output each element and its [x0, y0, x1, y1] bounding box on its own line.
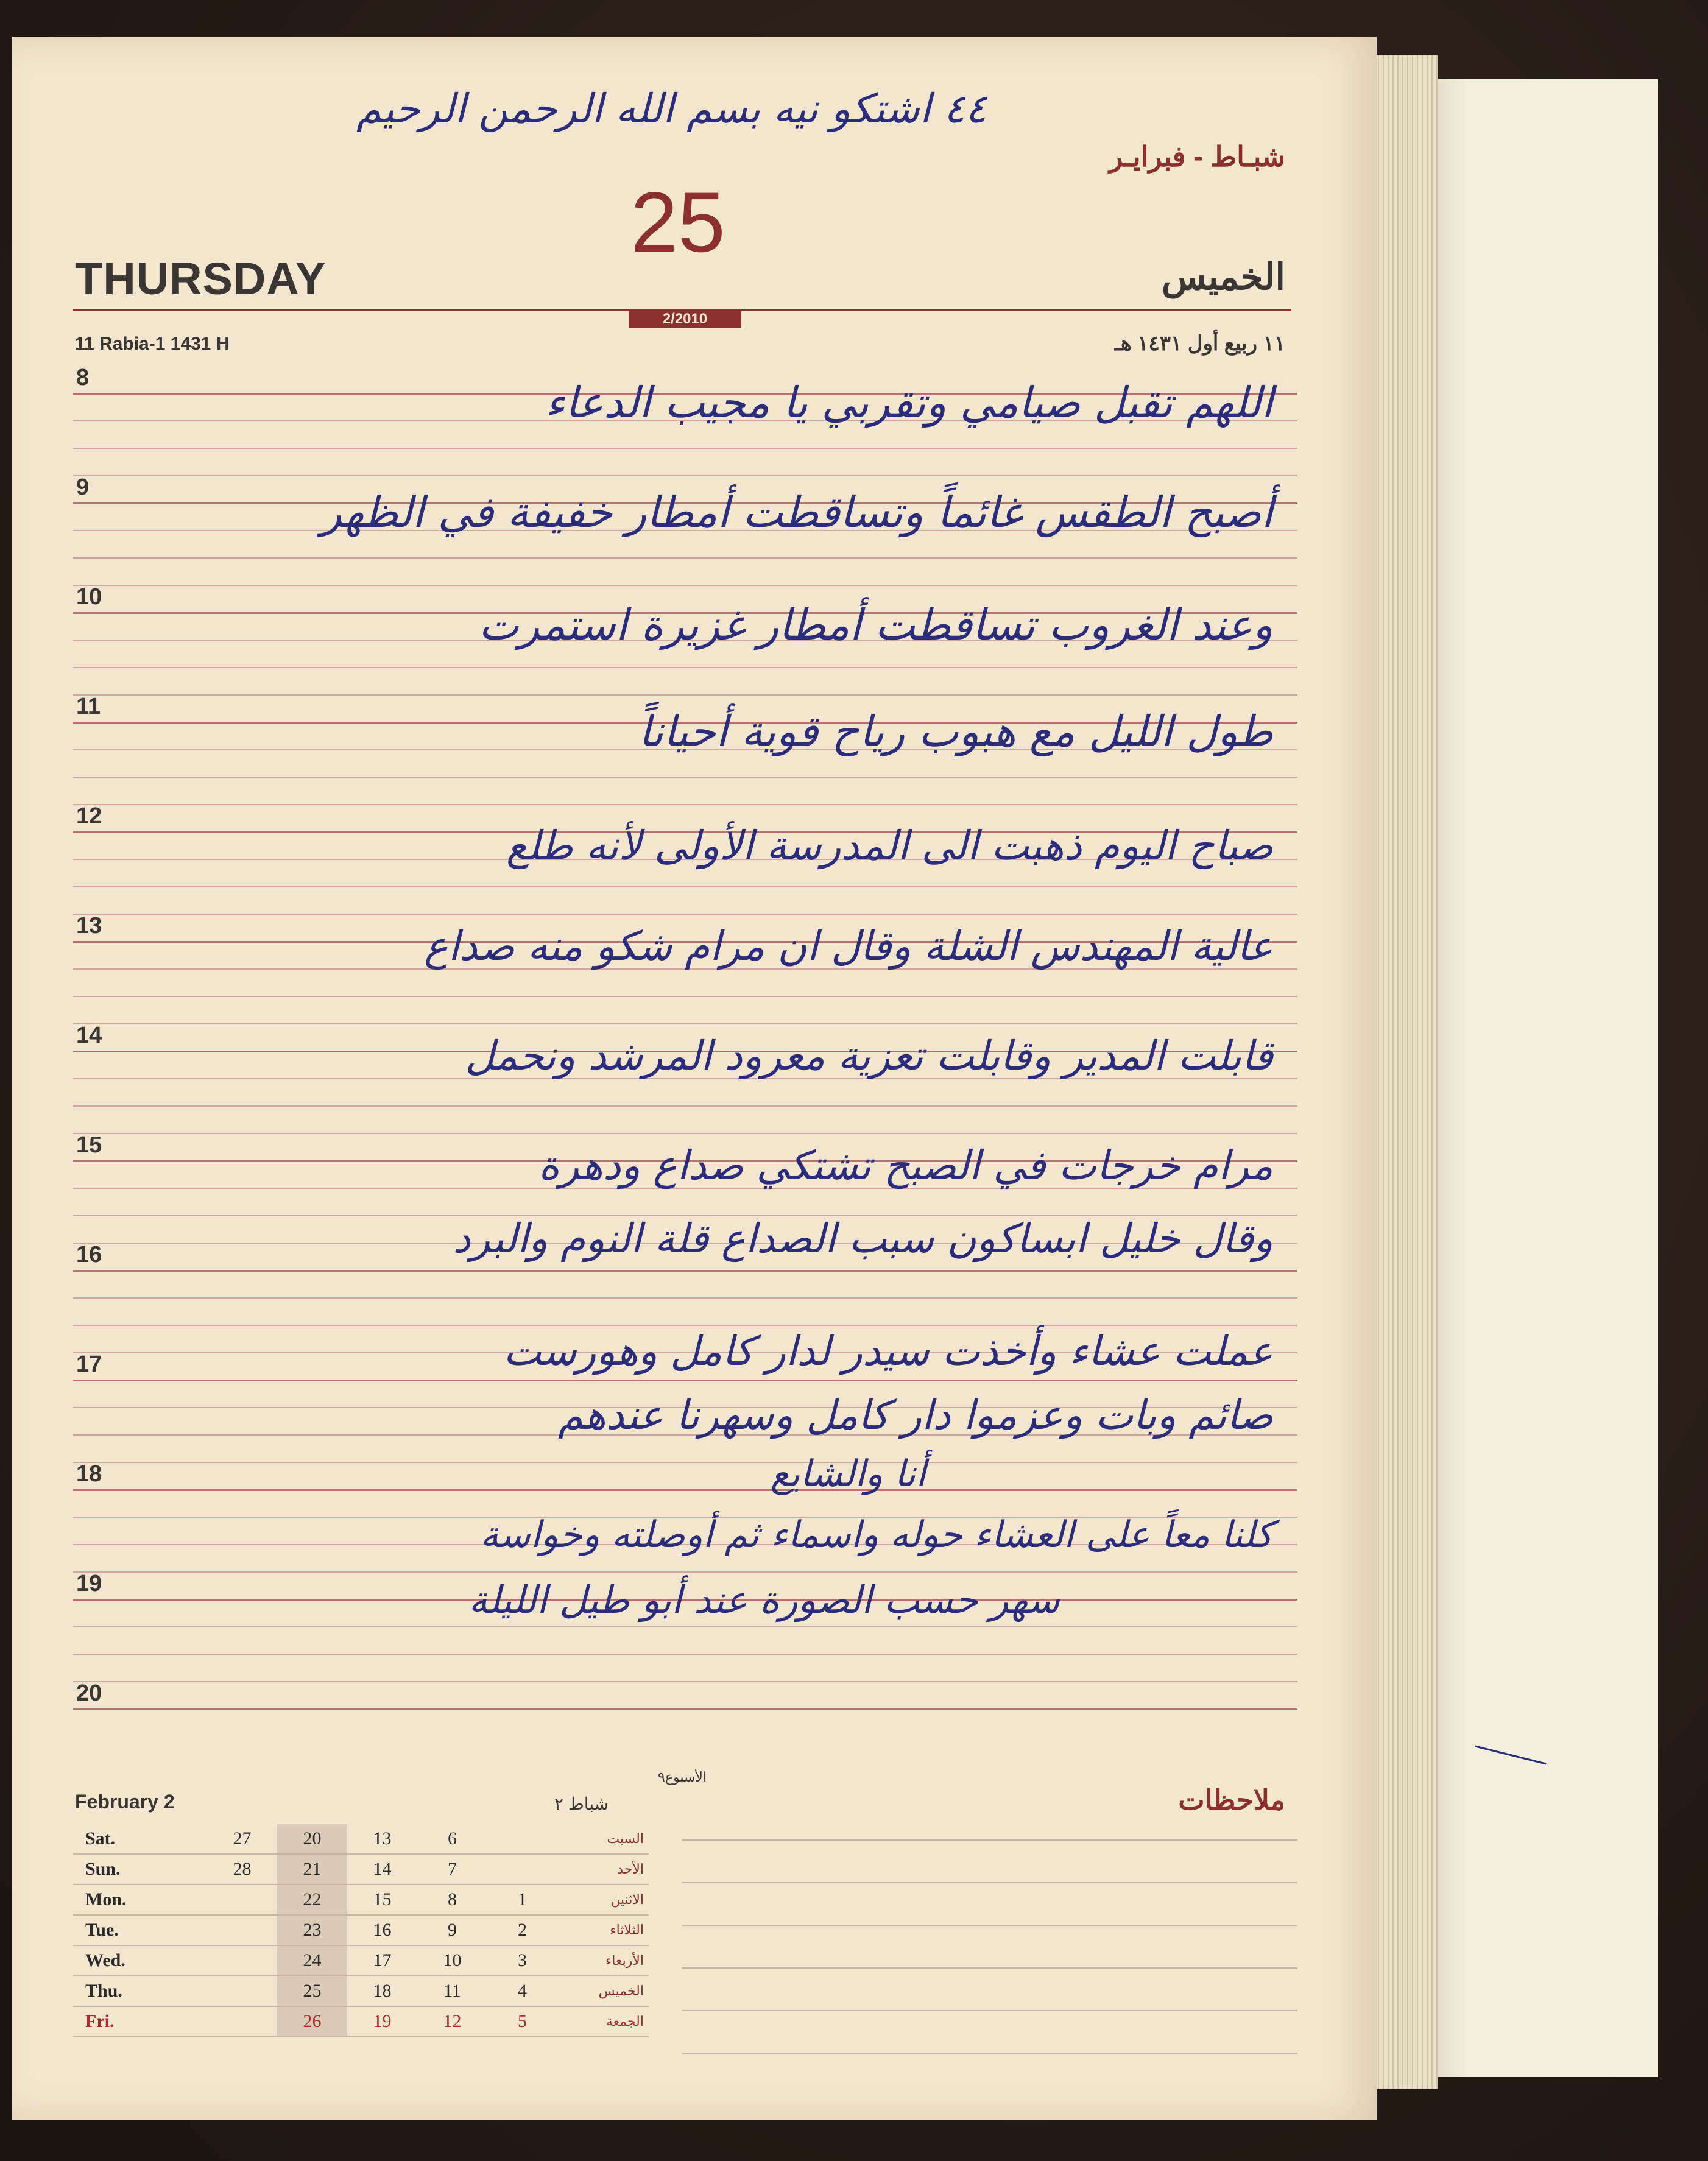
ruled-line — [73, 996, 1297, 997]
day-name-english: THURSDAY — [75, 253, 326, 304]
ruled-line — [73, 1571, 1297, 1573]
handwritten-line: صباح اليوم ذهبت الى المدرسة الأولى لأنه طلع — [506, 822, 1273, 869]
handwritten-line: اللهم تقبل صيامي وتقربي يا مجيب الدعاء — [545, 378, 1273, 428]
handwritten-line: وعند الغروب تساقطت أمطار غزيرة استمرت — [478, 600, 1273, 650]
week-number: الأسبوع٩ — [658, 1769, 707, 1785]
hour-label: 20 — [76, 1680, 102, 1706]
calendar-day-name-arabic: الأربعاء — [557, 1945, 649, 1976]
ruled-line — [73, 886, 1297, 887]
calendar-day-name: Fri. — [73, 2006, 207, 2037]
calendar-date — [207, 1976, 277, 2006]
ruled-line — [73, 1325, 1297, 1326]
calendar-row — [73, 1854, 649, 1884]
handwritten-line: صائم وبات وعزموا دار كامل وسهرنا عندهم — [558, 1392, 1273, 1439]
mini-calendar — [73, 1824, 649, 2037]
diary-page — [12, 37, 1377, 2120]
calendar-row — [73, 1945, 649, 1976]
calendar-date — [487, 1824, 557, 1854]
handwritten-line: عملت عشاء وأخذت سيدر لدار كامل وهورست — [503, 1328, 1273, 1375]
calendar-date: 7 — [417, 1854, 487, 1884]
calendar-date: 9 — [417, 1915, 487, 1945]
handwritten-line: أصبح الطقس غائماً وتساقطت أمطار خفيفة في الظهر — [321, 487, 1273, 537]
ruled-line — [73, 585, 1297, 586]
hour-label: 10 — [76, 584, 102, 610]
calendar-day-name: Wed. — [73, 1945, 207, 1976]
calendar-row — [73, 2006, 649, 2037]
hour-line — [73, 1489, 1297, 1491]
note-line — [682, 1925, 1297, 1926]
ruled-line — [73, 475, 1297, 476]
calendar-date: 19 — [347, 2006, 417, 2037]
calendar-date: 23 — [277, 1915, 347, 1945]
hour-label: 18 — [76, 1461, 102, 1487]
calendar-date: 15 — [347, 1884, 417, 1915]
hour-line — [73, 1270, 1297, 1272]
note-line — [682, 2053, 1297, 2054]
next-page — [1419, 79, 1658, 2077]
calendar-day-name: Thu. — [73, 1976, 207, 2006]
hijri-date-english: 11 Rabia-1 1431 H — [75, 334, 230, 354]
calendar-date: 16 — [347, 1915, 417, 1945]
note-line — [682, 1967, 1297, 1969]
note-line — [682, 2010, 1297, 2011]
calendar-date: 11 — [417, 1976, 487, 2006]
calendar-month-arabic: شباط ٢ — [554, 1794, 609, 1813]
calendar-date: 3 — [487, 1945, 557, 1976]
calendar-date: 6 — [417, 1824, 487, 1854]
calendar-day-name: Mon. — [73, 1884, 207, 1915]
month-arabic: شبـاط - فبرايـر — [1109, 141, 1285, 172]
calendar-date: 18 — [347, 1976, 417, 2006]
calendar-date: 4 — [487, 1976, 557, 2006]
ruled-line — [73, 914, 1297, 915]
calendar-date: 21 — [277, 1854, 347, 1884]
ruled-line — [73, 557, 1297, 559]
calendar-day-name-arabic: السبت — [557, 1824, 649, 1854]
hour-label: 16 — [76, 1242, 102, 1267]
calendar-day-name: Sat. — [73, 1824, 207, 1854]
date-badge: 2/2010 — [629, 310, 741, 328]
ruled-line — [73, 1681, 1297, 1682]
ruled-line — [73, 804, 1297, 805]
calendar-date: 25 — [277, 1976, 347, 2006]
notes-title: ملاحظات — [1178, 1784, 1285, 1816]
calendar-date: 24 — [277, 1945, 347, 1976]
note-line — [682, 1882, 1297, 1883]
calendar-date: 27 — [207, 1824, 277, 1854]
ruled-line — [73, 1023, 1297, 1024]
calendar-date: 20 — [277, 1824, 347, 1854]
calendar-day-name-arabic: الاثنين — [557, 1884, 649, 1915]
hour-label: 19 — [76, 1571, 102, 1596]
note-line — [682, 1839, 1297, 1841]
calendar-date: 10 — [417, 1945, 487, 1976]
ruled-line — [73, 1297, 1297, 1299]
ruled-line — [73, 777, 1297, 778]
calendar-day-name-arabic: الجمعة — [557, 2006, 649, 2037]
hour-label: 17 — [76, 1352, 102, 1377]
hour-line — [73, 1708, 1297, 1710]
calendar-date: 5 — [487, 2006, 557, 2037]
handwritten-line: وقال خليل ابساكون سبب الصداع قلة النوم والبرد — [453, 1215, 1273, 1262]
calendar-date: 17 — [347, 1945, 417, 1976]
calendar-row — [73, 1915, 649, 1945]
handwritten-header: ٤٤ اشتكو نيه بسم الله الرحمن الرحيم — [356, 85, 987, 132]
ruled-line — [73, 1654, 1297, 1655]
calendar-date: 8 — [417, 1884, 487, 1915]
handwritten-line: مرام خرجات في الصبح تشتكي صداع ودهرة — [538, 1142, 1273, 1189]
calendar-day-name-arabic: الثلاثاء — [557, 1915, 649, 1945]
calendar-row — [73, 1976, 649, 2006]
calendar-date — [207, 1945, 277, 1976]
hour-label: 11 — [76, 694, 101, 719]
handwritten-line: قابلت المدير وقابلت تعزية معرود المرشد ونحمل — [465, 1032, 1273, 1079]
handwritten-line: عالية المهندس الشلة وقال ان مرام شكو منه صداع — [424, 923, 1273, 970]
calendar-day-name-arabic: الخميس — [557, 1976, 649, 2006]
hijri-date-arabic: ١١ ربيع أول ١٤٣١ هـ — [1114, 332, 1285, 355]
hour-label: 12 — [76, 803, 102, 829]
date-number: 25 — [630, 174, 725, 270]
calendar-date: 13 — [347, 1824, 417, 1854]
calendar-row — [73, 1884, 649, 1915]
hour-label: 8 — [76, 365, 90, 390]
calendar-date: 12 — [417, 2006, 487, 2037]
calendar-date — [207, 2006, 277, 2037]
hour-label: 14 — [76, 1023, 102, 1048]
calendar-row — [73, 1824, 649, 1854]
calendar-date: 26 — [277, 2006, 347, 2037]
ruled-line — [73, 448, 1297, 449]
ruled-line — [73, 694, 1297, 696]
calendar-date: 28 — [207, 1854, 277, 1884]
calendar-date — [207, 1915, 277, 1945]
handwritten-line: سهر حسب الصورة عند أبو طيل الليلة — [468, 1578, 1060, 1622]
calendar-date: 1 — [487, 1884, 557, 1915]
hour-label: 15 — [76, 1132, 102, 1158]
hour-label: 13 — [76, 913, 102, 939]
calendar-date: 14 — [347, 1854, 417, 1884]
calendar-day-name-arabic: الأحد — [557, 1854, 649, 1884]
ruled-line — [73, 1133, 1297, 1134]
calendar-day-name: Sun. — [73, 1854, 207, 1884]
handwritten-line: طول الليل مع هبوب رياح قوية أحياناً — [638, 707, 1273, 756]
ruled-line — [73, 1462, 1297, 1463]
calendar-date: 2 — [487, 1915, 557, 1945]
handwritten-line: كلنا معاً على العشاء حوله واسماء ثم أوصلته وخواسة — [480, 1514, 1273, 1556]
ruled-line — [73, 1626, 1297, 1627]
ruled-line — [73, 667, 1297, 668]
ruled-line — [73, 1105, 1297, 1107]
handwritten-line: أنا والشايع — [770, 1453, 926, 1495]
hour-line — [73, 1380, 1297, 1381]
calendar-date — [487, 1854, 557, 1884]
calendar-month-english: February 2 — [75, 1791, 175, 1813]
calendar-date — [207, 1884, 277, 1915]
hour-label: 9 — [76, 474, 90, 500]
day-name-arabic: الخميس — [1162, 256, 1285, 297]
calendar-day-name: Tue. — [73, 1915, 207, 1945]
calendar-date: 22 — [277, 1884, 347, 1915]
